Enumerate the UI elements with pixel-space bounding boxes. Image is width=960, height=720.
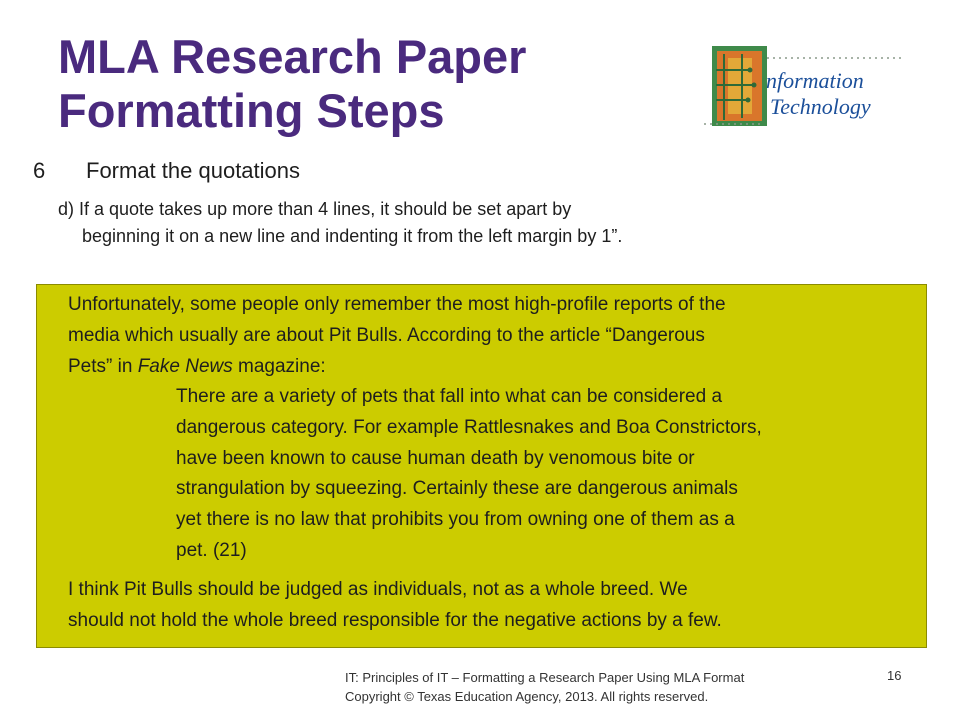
- conclusion-line: should not hold the whole breed responsible for the negative actions by a few.: [68, 609, 722, 631]
- magazine-title: Fake News: [137, 355, 233, 377]
- intro-line: [68, 352, 918, 383]
- slide-title-line-1: MLA Research Paper: [58, 30, 527, 83]
- quote-line: strangulation by squeezing. Certainly these are dangerous animals: [176, 478, 738, 500]
- footer: [345, 668, 744, 706]
- quote-line: dangerous category. For example Rattlesnakes and Boa Constrictors,: [176, 416, 762, 438]
- quote-line: pet. (21): [176, 539, 247, 561]
- quote-line: yet there is no law that prohibits you from owning one of them as a: [176, 509, 735, 531]
- logo-word-information: nformation: [766, 68, 864, 93]
- subpoint-line-1: d) If a quote takes up more than 4 lines, it should be set apart by: [58, 199, 572, 219]
- subpoint-d: [58, 196, 798, 250]
- quote-line: There are a variety of pets that fall into what can be considered a: [176, 386, 723, 407]
- slide-number: 16: [887, 668, 902, 683]
- step-6: [33, 158, 300, 184]
- footer-course-line: IT: Principles of IT – Formatting a Research Paper Using MLA Format: [345, 670, 745, 685]
- slide-title: [58, 30, 658, 138]
- intro-line-post: magazine:: [232, 355, 326, 377]
- quote-line: have been known to cause human death by venomous bite or: [176, 447, 695, 469]
- logo-word-technology: Technology: [770, 94, 871, 119]
- conclusion-paragraph: [68, 575, 918, 637]
- subpoint-line-2: beginning it on a new line and indenting it from the left margin by 1”.: [82, 226, 623, 246]
- step-text: Format the quotations: [86, 158, 301, 183]
- intro-line: media which usually are about Pit Bulls. According to the article “Dangerous: [68, 324, 705, 346]
- intro-paragraph: [68, 290, 918, 382]
- step-number: 6: [33, 158, 46, 183]
- intro-line: Unfortunately, some people only remember the most high-profile reports of the: [68, 294, 726, 315]
- example-box: [36, 284, 927, 648]
- intro-line-pre: Pets” in: [68, 355, 138, 377]
- footer-copyright-line: Copyright © Texas Education Agency, 2013. All rights reserved.: [345, 689, 709, 704]
- slide-title-line-2: Formatting Steps: [58, 84, 445, 137]
- block-quote: [176, 382, 921, 567]
- conclusion-line: I think Pit Bulls should be judged as individuals, not as a whole breed. We: [68, 579, 688, 600]
- information-technology-logo: [702, 40, 912, 135]
